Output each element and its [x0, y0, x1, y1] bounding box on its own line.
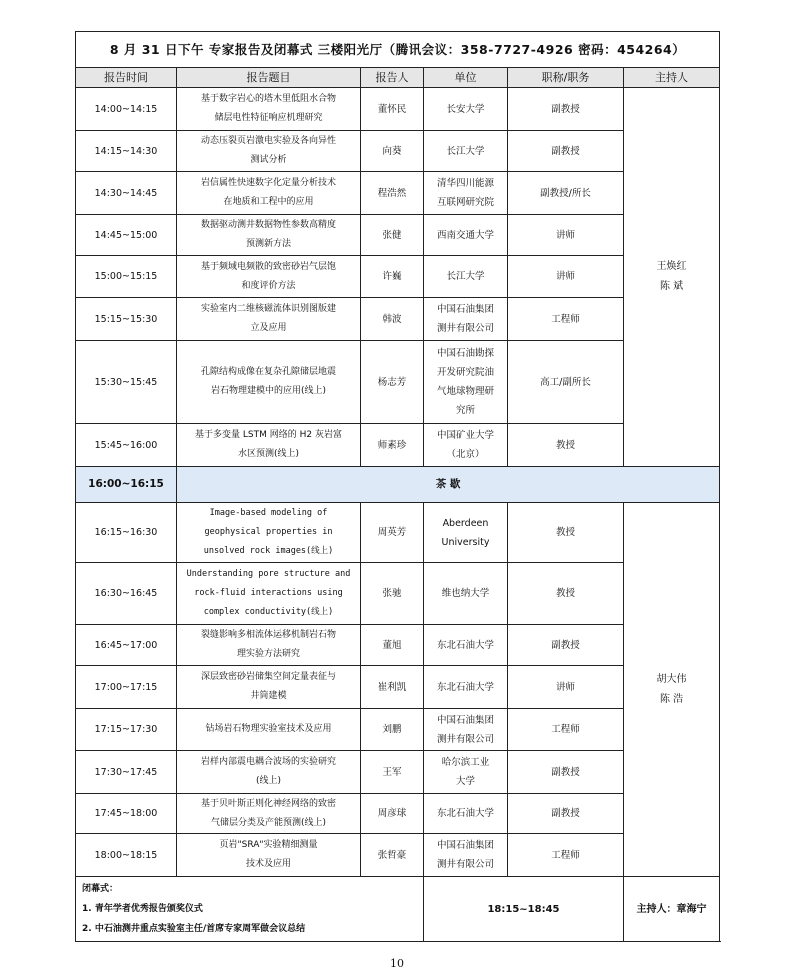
host-name: 胡大伟 [656, 673, 687, 685]
header-time: 报告时间 [76, 68, 177, 88]
speaker-title: 教授 [508, 424, 624, 467]
report-topic [177, 298, 361, 341]
topic-line: 页岩"SRA"实验精细测量 [219, 840, 318, 850]
speaker-unit [424, 215, 508, 256]
unit-line: 长安大学 [446, 103, 485, 115]
topic-line: 井筒建模 [250, 691, 287, 701]
title-row [76, 32, 720, 68]
unit-line: 中国石油集团 [436, 304, 494, 315]
topic-line: 立及应用 [250, 323, 287, 333]
table-row [76, 215, 720, 256]
report-time: 15:30~15:45 [76, 341, 177, 424]
topic-line: 钻场岩石物理实验室技术及应用 [205, 724, 332, 734]
table-row [76, 709, 720, 751]
speaker-title: 讲师 [508, 256, 624, 298]
speaker-title: 讲师 [508, 215, 624, 256]
report-time: 18:00~18:15 [76, 834, 177, 877]
header-title: 职称/职务 [508, 68, 624, 88]
speaker-name: 程浩然 [361, 172, 424, 215]
closing-item: 2. 中石油测井重点实验室主任/首席专家周军做会议总结 [82, 924, 306, 934]
topic-line: Understanding pore structure and [186, 569, 351, 579]
topic-line: geophysical properties in [204, 527, 333, 537]
header-unit: 单位 [424, 68, 508, 88]
report-time: 17:30~17:45 [76, 751, 177, 794]
speaker-name: 张健 [361, 215, 424, 256]
speaker-unit [424, 256, 508, 298]
header-host: 主持人 [624, 68, 720, 88]
report-topic [177, 834, 361, 877]
speaker-name: 许巍 [361, 256, 424, 298]
speaker-title: 高工/副所长 [508, 341, 624, 424]
speaker-unit [424, 834, 508, 877]
unit-line: 长江大学 [446, 271, 485, 282]
topic-line: 理实验方法研究 [236, 649, 300, 659]
speaker-unit [424, 503, 508, 563]
report-time: 17:15~17:30 [76, 709, 177, 751]
topic-line: complex conductivity(线上) [203, 607, 334, 617]
report-time: 14:45~15:00 [76, 215, 177, 256]
topic-line: 技术及应用 [245, 859, 291, 869]
table-row [76, 172, 720, 215]
host-name: 陈 斌 [659, 281, 684, 292]
speaker-name: 向葵 [361, 131, 424, 172]
table-row [76, 625, 720, 666]
topic-line: 岩样内部震电耦合波场的实验研究 [200, 757, 336, 767]
speaker-title: 工程师 [508, 834, 624, 877]
speaker-unit [424, 424, 508, 467]
topic-line: 实验室内二维核磁流体识别图版建 [200, 304, 336, 314]
unit-line: 测井有限公司 [436, 323, 494, 334]
speaker-name: 刘鹏 [361, 709, 424, 751]
report-topic [177, 666, 361, 709]
report-time: 14:00~14:15 [76, 88, 177, 131]
table-row [76, 666, 720, 709]
speaker-unit [424, 666, 508, 709]
header-row [76, 68, 720, 88]
table-row [76, 834, 720, 877]
speaker-unit [424, 709, 508, 751]
speaker-unit [424, 131, 508, 172]
table-row [76, 751, 720, 794]
speaker-title: 副教授 [508, 131, 624, 172]
speaker-unit [424, 751, 508, 794]
topic-line: (线上) [255, 776, 282, 786]
closing-info [76, 877, 424, 942]
unit-line: 东北石油大学 [436, 681, 494, 693]
speaker-name: 师素珍 [361, 424, 424, 467]
unit-line: 西南交通大学 [436, 229, 494, 241]
unit-line: 中国石油集团 [436, 840, 494, 851]
speaker-name: 崔利凯 [361, 666, 424, 709]
header-topic: 报告题目 [177, 68, 361, 88]
speaker-title: 工程师 [508, 709, 624, 751]
topic-line: rock-fluid interactions using [194, 588, 343, 598]
report-topic [177, 88, 361, 131]
unit-line: 互联网研究院 [436, 197, 494, 208]
topic-line: 数据驱动测井数据物性参数高精度 [200, 220, 336, 230]
report-time: 15:00~15:15 [76, 256, 177, 298]
report-time: 17:45~18:00 [76, 794, 177, 834]
topic-line: 基于数字岩心的塔木里低阻水合物 [200, 94, 336, 104]
report-topic [177, 503, 361, 563]
unit-line: 究所 [455, 405, 475, 416]
closing-row [76, 877, 720, 942]
closing-host: 主持人：章海宁 [624, 877, 720, 942]
report-topic [177, 794, 361, 834]
topic-line: 基于多变量 LSTM 网络的 H2 灰岩富 [195, 430, 342, 440]
report-time: 16:15~16:30 [76, 503, 177, 563]
report-time: 16:45~17:00 [76, 625, 177, 666]
speaker-name: 韩波 [361, 298, 424, 341]
table-row [76, 298, 720, 341]
unit-line: 东北石油大学 [436, 639, 494, 651]
speaker-name: 杨志芳 [361, 341, 424, 424]
speaker-unit [424, 563, 508, 625]
report-topic [177, 563, 361, 625]
page-number: 10 [390, 957, 404, 970]
speaker-name: 董怀民 [361, 88, 424, 131]
report-time: 15:45~16:00 [76, 424, 177, 467]
unit-line: Aberdeen [442, 517, 489, 529]
topic-line: 在地质和工程中的应用 [223, 197, 314, 207]
closing-time: 18:15~18:45 [424, 877, 624, 942]
topic-line: 水区预测(线上) [237, 449, 300, 459]
report-topic [177, 172, 361, 215]
header-speaker: 报告人 [361, 68, 424, 88]
report-topic [177, 424, 361, 467]
speaker-title: 副教授 [508, 88, 624, 131]
speaker-title: 教授 [508, 503, 624, 563]
unit-line: 大学 [455, 776, 475, 787]
table-row [76, 88, 720, 131]
unit-line: 气地球物理研 [436, 386, 494, 397]
break-row [76, 467, 720, 503]
unit-line: 哈尔滨工业 [441, 757, 490, 768]
speaker-unit [424, 341, 508, 424]
topic-line: Image-based modeling of [209, 508, 328, 518]
unit-line: 测井有限公司 [436, 859, 494, 870]
report-topic [177, 215, 361, 256]
speaker-title: 副教授 [508, 794, 624, 834]
host-name: 陈 浩 [659, 693, 684, 705]
speaker-unit [424, 625, 508, 666]
topic-line: unsolved rock images(线上) [203, 546, 334, 556]
report-topic [177, 625, 361, 666]
report-time: 14:30~14:45 [76, 172, 177, 215]
unit-line: 开发研究院油 [436, 367, 494, 378]
topic-line: 裂缝影响多相流体运移机制岩石物 [200, 630, 336, 640]
closing-heading: 闭幕式： [82, 884, 119, 894]
report-topic [177, 751, 361, 794]
speaker-name: 王军 [361, 751, 424, 794]
unit-line: 测井有限公司 [436, 733, 494, 745]
topic-line: 预测新方法 [245, 239, 291, 249]
topic-line: 测试分析 [250, 155, 287, 165]
unit-line: 中国矿业大学 [436, 430, 494, 441]
speaker-title: 副教授 [508, 625, 624, 666]
report-time: 14:15~14:30 [76, 131, 177, 172]
report-topic [177, 256, 361, 298]
topic-line: 和度评价方法 [241, 280, 296, 291]
unit-line: 清华四川能源 [436, 178, 494, 189]
topic-line: 储层电性特征响应机理研究 [214, 113, 323, 123]
report-topic [177, 341, 361, 424]
speaker-name: 张驰 [361, 563, 424, 625]
host-name: 王焕红 [656, 261, 687, 272]
report-topic [177, 709, 361, 751]
unit-line: 中国石油勘探 [436, 348, 494, 359]
unit-line: 长江大学 [446, 145, 485, 157]
closing-item: 1. 青年学者优秀报告颁奖仪式 [82, 904, 203, 914]
speaker-name: 周彦球 [361, 794, 424, 834]
schedule-title: 8 月 31 日下午 专家报告及闭幕式 三楼阳光厅（腾讯会议：358-7727-4926 密码：454264） [76, 32, 720, 68]
unit-line: （北京） [446, 449, 485, 460]
topic-line: 气储层分类及产能预测(线上) [210, 817, 327, 828]
topic-line: 孔隙结构成像在复杂孔隙储层地震 [200, 367, 336, 377]
table-row [76, 341, 720, 424]
topic-line: 深层致密砂岩储集空间定量表征与 [200, 672, 336, 682]
table-row [76, 503, 720, 563]
report-time: 15:15~15:30 [76, 298, 177, 341]
speaker-name: 周英芳 [361, 503, 424, 563]
speaker-name: 董旭 [361, 625, 424, 666]
unit-line: 维也纳大学 [441, 588, 490, 599]
speaker-title: 副教授 [508, 751, 624, 794]
speaker-title: 工程师 [508, 298, 624, 341]
speaker-name: 张哲豪 [361, 834, 424, 877]
table-row [76, 424, 720, 467]
speaker-unit [424, 88, 508, 131]
speaker-title: 教授 [508, 563, 624, 625]
speaker-unit [424, 172, 508, 215]
speaker-title: 讲师 [508, 666, 624, 709]
speaker-title: 副教授/所长 [508, 172, 624, 215]
schedule-table [75, 31, 720, 942]
host-cell [624, 88, 720, 467]
table-row [76, 256, 720, 298]
speaker-unit [424, 298, 508, 341]
report-topic [177, 131, 361, 172]
speaker-unit [424, 794, 508, 834]
break-time: 16:00~16:15 [76, 467, 177, 503]
break-label: 茶 歇 [177, 467, 720, 503]
table-row [76, 794, 720, 834]
table-row [76, 131, 720, 172]
report-time: 17:00~17:15 [76, 666, 177, 709]
topic-line: 岩信属性快速数字化定量分析技术 [200, 178, 336, 188]
topic-line: 动态压裂页岩激电实验及各向异性 [200, 136, 336, 146]
unit-line: University [441, 536, 490, 548]
host-cell [624, 503, 720, 877]
unit-line: 东北石油大学 [436, 808, 494, 819]
table-row [76, 563, 720, 625]
unit-line: 中国石油集团 [436, 714, 494, 726]
topic-line: 岩石物理建模中的应用(线上) [210, 386, 327, 396]
topic-line: 基于频域电频散的致密砂岩气层饱 [200, 261, 336, 272]
topic-line: 基于贝叶斯正则化神经网络的致密 [200, 798, 336, 809]
report-time: 16:30~16:45 [76, 563, 177, 625]
